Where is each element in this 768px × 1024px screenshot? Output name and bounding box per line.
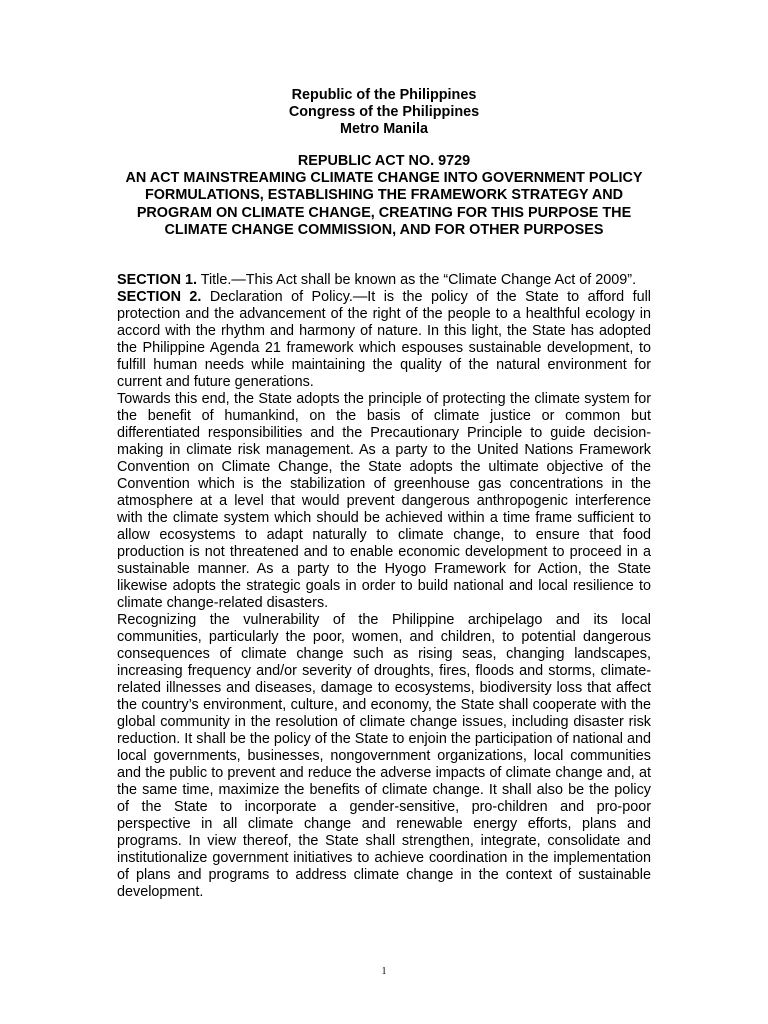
- section-1: [117, 272, 651, 289]
- header-location: Metro Manila: [340, 121, 428, 137]
- section-2-heading: SECTION 2.: [117, 289, 202, 305]
- page-number: 1: [381, 966, 387, 977]
- section-1-heading: SECTION 1.: [117, 272, 197, 288]
- paragraph-towards: Towards this end, the State adopts the principle of protecting the climate system for the benefit of humankind, on the basis of climate justice or common but differentiated responsibilities and the Precautionary Principle to guide decision-making in climate risk management. As a party to the United Nations Framework Convention on Climate Change, the State adopts the ultimate objective of the Convention which is the stabilization of greenhouse gas concentrations in the atmosphere at a level that would prevent dangerous anthropogenic interference with the climate system which should be achieved within a time frame sufficient to allow ecosystems to adapt naturally to climate change, to ensure that food production is not threatened and to enable economic development to proceed in a sustainable manner. As a party to the Hyogo Framework for Action, the State likewise adopts the strategic goals in order to build national and local resilience to climate change-related disasters.: [117, 391, 651, 611]
- section-2-text: Declaration of Policy.—It is the policy of the State to afford full protection and the advancement of the right of the people to a healthful ecology in accord with the rhythm and harmony of nature. In this light, the State has adopted the Philippine Agenda 21 framework which espouses sustainable development, to fulfill human needs while maintaining the quality of the natural environment for current and future generations.: [117, 289, 651, 390]
- paragraph-recognizing: Recognizing the vulnerability of the Philippine archipelago and its local communities, particularly the poor, women, and children, to potential dangerous consequences of climate change such as rising seas, changing landscapes, increasing frequency and/or severity of droughts, fires, floods and storms, climate-related illnesses and diseases, damage to ecosystems, biodiversity loss that affect the country’s environment, culture, and economy, the State shall cooperate with the global community in the resolution of climate change issues, including disaster risk reduction. It shall be the policy of the State to enjoin the participation of national and local governments, businesses, nongovernment organizations, local communities and the public to prevent and reduce the adverse impacts of climate change and, at the same time, maximize the benefits of climate change. It shall also be the policy of the State to incorporate a gender-sensitive, pro-children and pro-poor perspective in all climate change and renewable energy efforts, plans and programs. In view thereof, the State shall strengthen, integrate, consolidate and institutionalize government initiatives to achieve coordination in the implementation of plans and programs to address climate change in the context of sustainable development.: [117, 612, 651, 900]
- act-title-block: [117, 153, 651, 239]
- header-republic: Republic of the Philippines: [291, 87, 477, 103]
- header-congress: Congress of the Philippines: [288, 104, 480, 120]
- document-header: [117, 87, 651, 138]
- document-body: [117, 272, 651, 901]
- act-number: REPUBLIC ACT NO. 9729: [297, 153, 471, 169]
- section-1-text: Title.—This Act shall be known as the “Climate Change Act of 2009”.: [196, 272, 637, 288]
- section-2: [117, 289, 651, 391]
- act-title: AN ACT MAINSTREAMING CLIMATE CHANGE INTO GOVERNMENT POLICY FORMULATIONS, ESTABLISHING THE FRAMEWORK STRATEGY AND PROGRAM ON CLIMATE CHANGE, CREATING FOR THIS PURPOSE THE CLIMATE CHANGE COMMISSION, AND FOR OTHER PURPOSES: [125, 170, 643, 238]
